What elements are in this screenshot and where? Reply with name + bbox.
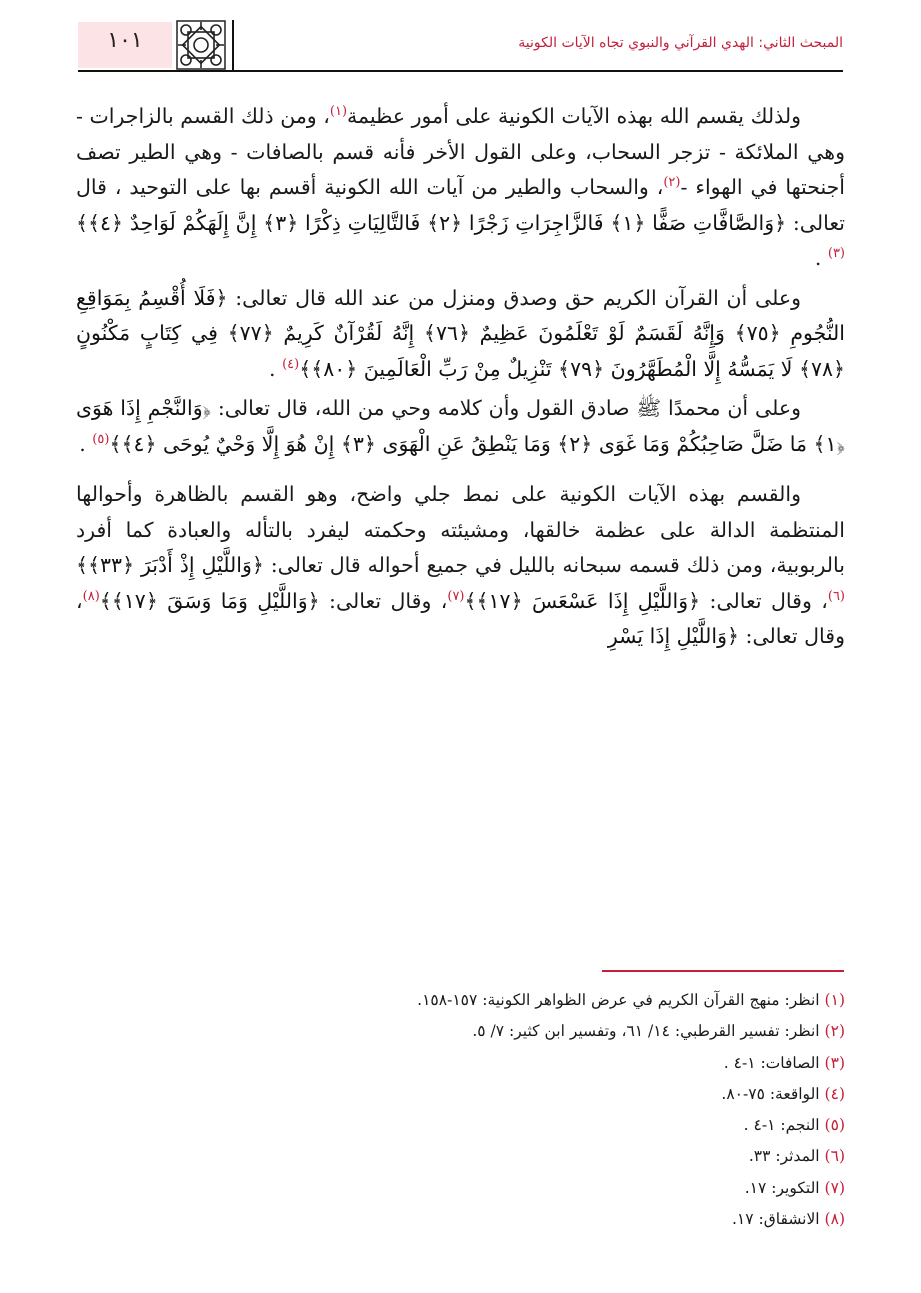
quran-verse: ﴿وَاللَّيْلِ وَمَا وَسَقَ ﴿١٧﴾﴾ bbox=[99, 588, 320, 613]
footnote-item: (٤) الواقعة: ٧٥-٨٠. bbox=[721, 1084, 845, 1103]
quran-verse: ﴿وَالنَّجْمِ إِذَا هَوَى ﴿١﴾ مَا ضَلَّ صَاحِبُكُمْ وَمَا غَوَى ﴿٢﴾ وَمَا يَنْطِقُ عَنِ الْهَوَى ﴿٣﴾ إِنْ هُوَ إِلَّا وَحْيٌ يُوحَى ﴿٤﴾﴾ bbox=[76, 396, 845, 456]
paragraph-1: ولذلك يقسم الله بهذه الآيات الكونية على أمور عظيمة$^{(١)}$، ومن ذلك القسم بالزاجرات - وهي الملائكة - تزجر السحاب، وعلى القول الأخر فأنه قسم بالصافات - وهي الطير تصف أجنحتها في الهواء -$^{(٢)}$، والسحاب والطير من آيات الله الكونية أقسم بها على التوحيد ، قال تعالى: ﴿وَالصَّافَّاتِ صَفًّا ﴿١﴾ فَالزَّاجِرَاتِ زَجْرًا ﴿٢﴾ فَالتَّالِيَاتِ ذِكْرًا ﴿٣﴾ إِنَّ إِلَهَكُمْ لَوَاحِدٌ ﴿٤﴾﴾$^{(٣)}$ . bbox=[76, 104, 845, 270]
header-divider bbox=[232, 20, 234, 72]
quran-verse: ﴿فَلَا أُقْسِمُ بِمَوَاقِعِ النُّجُومِ ﴿٧٥﴾ وَإِنَّهُ لَقَسَمٌ لَوْ تَعْلَمُونَ عَظِيمٌ ﴿٧٦﴾ إِنَّهُ لَقُرْآنٌ كَرِيمٌ ﴿٧٧﴾ فِي كِتَابٍ مَكْنُونٍ ﴿٧٨﴾ لَا يَمَسُّهُ إِلَّا الْمُطَهَّرُونَ ﴿٧٩﴾ تَنْزِيلٌ مِنْ رَبِّ الْعَالَمِينَ ﴿٨٠﴾﴾ bbox=[76, 285, 845, 381]
footnote-item: (٣) الصافات: ١-٤ . bbox=[723, 1053, 845, 1072]
footnotes-list bbox=[160, 985, 845, 1235]
paragraph-3: وعلى أن محمدًا ﷺ صادق القول وأن كلامه وحي من الله، قال تعالى: ﴿وَالنَّجْمِ إِذَا هَوَى ﴿١﴾ مَا ضَلَّ صَاحِبُكُمْ وَمَا غَوَى ﴿٢﴾ وَمَا يَنْطِقُ عَنِ الْهَوَى ﴿٣﴾ إِنْ هُوَ إِلَّا وَحْيٌ يُوحَى ﴿٤﴾﴾$^{(٥)}$ . bbox=[76, 396, 845, 456]
ornament-icon bbox=[176, 20, 226, 70]
footnote-ref[interactable]: (٦) bbox=[827, 588, 845, 604]
footnote-item: (٦) المدثر: ٣٣. bbox=[748, 1147, 845, 1166]
quran-verse: ﴿وَاللَّيْلِ إِذْ أَدْبَرَ ﴿٣٣﴾﴾ bbox=[76, 553, 264, 577]
quran-verse: ﴿وَالصَّافَّاتِ صَفًّا ﴿١﴾ فَالزَّاجِرَاتِ زَجْرًا ﴿٢﴾ فَالتَّالِيَاتِ ذِكْرًا ﴿٣﴾ إِنَّ إِلَهَكُمْ لَوَاحِدٌ ﴿٤﴾﴾ bbox=[76, 210, 787, 235]
quran-verse: ﴿وَاللَّيْلِ إِذَا يَسْرِ bbox=[607, 624, 740, 648]
body-text bbox=[76, 99, 845, 659]
header-rule bbox=[78, 70, 843, 72]
footnote-ref[interactable]: (٧) bbox=[447, 588, 465, 604]
footnote-ref[interactable]: (٣) bbox=[827, 246, 845, 262]
quran-verse: ﴿وَاللَّيْلِ إِذَا عَسْعَسَ ﴿١٧﴾﴾ bbox=[464, 588, 701, 613]
running-header-title: المبحث الثاني: الهدي القرآني والنبوي تجاه الآيات الكونية bbox=[518, 35, 843, 51]
paragraph-2: وعلى أن القرآن الكريم حق وصدق ومنزل من عند الله قال تعالى: ﴿فَلَا أُقْسِمُ بِمَوَاقِعِ النُّجُومِ ﴿٧٥﴾ وَإِنَّهُ لَقَسَمٌ لَوْ تَعْلَمُونَ عَظِيمٌ ﴿٧٦﴾ إِنَّهُ لَقُرْآنٌ كَرِيمٌ ﴿٧٧﴾ فِي كِتَابٍ مَكْنُونٍ ﴿٧٨﴾ لَا يَمَسُّهُ إِلَّا الْمُطَهَّرُونَ ﴿٧٩﴾ تَنْزِيلٌ مِنْ رَبِّ الْعَالَمِينَ ﴿٨٠﴾﴾$^{(٤)}$ . bbox=[76, 285, 845, 381]
footnote-item: (٥) النجم: ١-٤ . bbox=[743, 1116, 845, 1135]
footnote-item: (٨) الانشقاق: ١٧. bbox=[731, 1210, 845, 1229]
footnote-ref[interactable]: (١) bbox=[329, 104, 348, 120]
footnote-item: (٢) انظر: تفسير القرطبي: ١٤/ ٦١، وتفسير ابن كثير: ٧/ ٥. bbox=[472, 1022, 845, 1041]
footnote-separator bbox=[602, 970, 844, 972]
footnote-ref[interactable]: (٢) bbox=[663, 175, 681, 191]
footnote-item: (٧) التكوير: ١٧. bbox=[744, 1178, 845, 1197]
paragraph-4: والقسم بهذه الآيات الكونية على نمط جلي واضح، وهو القسم بالظاهرة وأحوالها المنتظمة الدالة على عظمة خالقها، ومشيئته وحكمته ليفرد بالتأله والعبادة كما أفرد بالربوبية، ومن ذلك قسمه سبحانه بالليل في جميع أحواله قال تعالى: ﴿وَاللَّيْلِ إِذْ أَدْبَرَ ﴿٣٣﴾﴾$^{(٦)}$، وقال تعالى: ﴿وَاللَّيْلِ إِذَا عَسْعَسَ ﴿١٧﴾﴾$^{(٧)}$، وقال تعالى: ﴿وَاللَّيْلِ وَمَا وَسَقَ ﴿١٧﴾﴾$^{(٨)}$، وقال تعالى: ﴿وَاللَّيْلِ إِذَا يَسْرِ bbox=[76, 482, 846, 648]
footnote-ref[interactable]: (٥) bbox=[92, 431, 110, 447]
footnote-ref[interactable]: (٤) bbox=[282, 356, 300, 372]
page-number: ١٠١ bbox=[107, 28, 143, 53]
footnote-ref[interactable]: (٨) bbox=[82, 588, 100, 604]
footnote-item: (١) انظر: منهج القرآن الكريم في عرض الظواهر الكونية: ١٥٧-١٥٨. bbox=[417, 991, 845, 1009]
